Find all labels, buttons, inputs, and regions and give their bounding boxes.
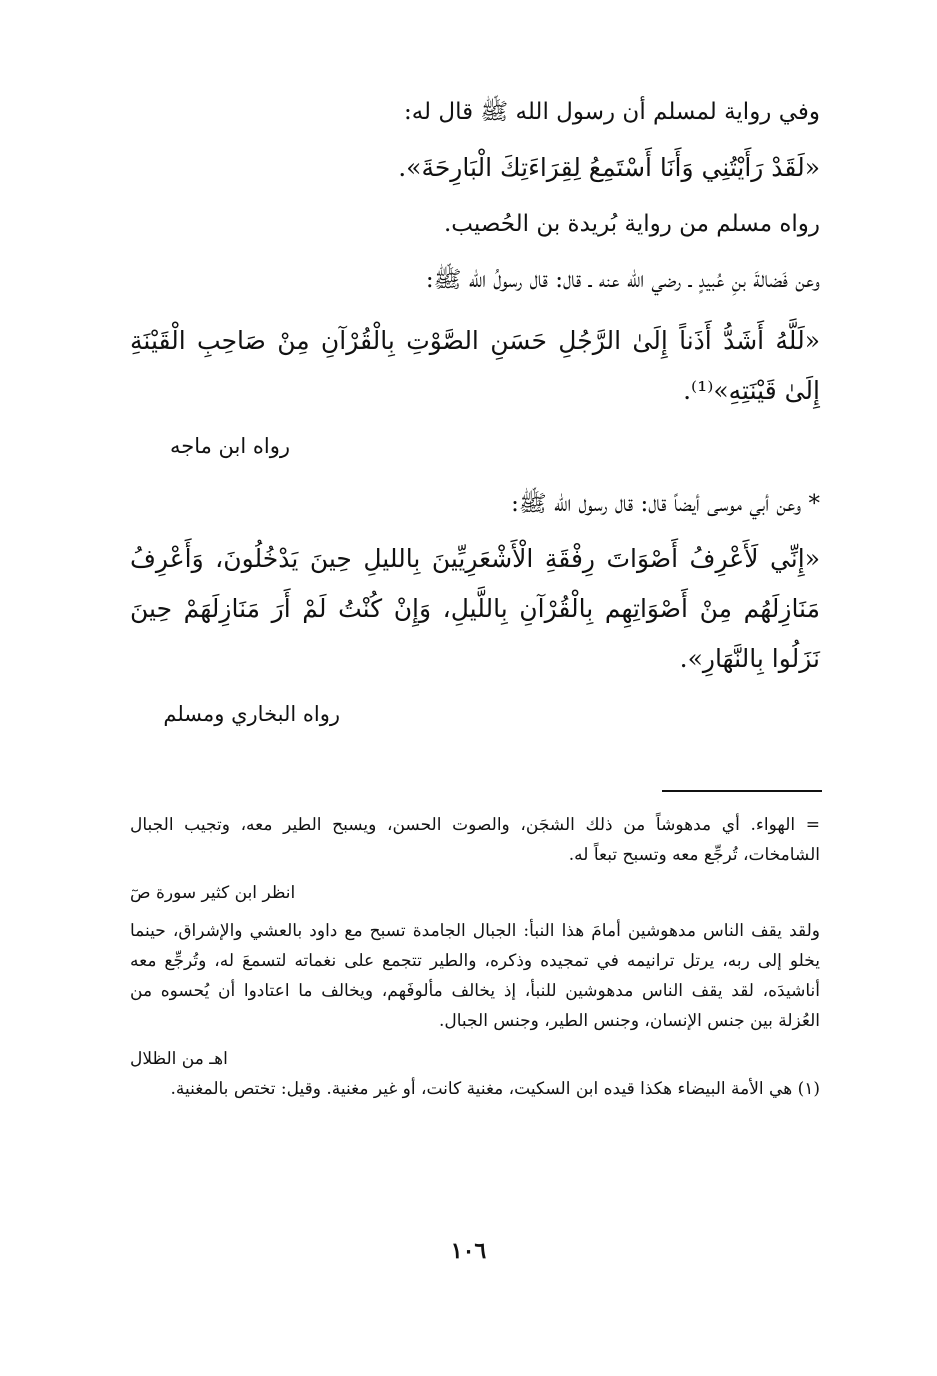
footnote-paragraph: ولقد يقف الناس مدهوشين أمامَ هذا النبأ: الجبال الجامدة تسبح مع داود بالعشي والإشراق، حينما يخلو إلى ربه، يرتل ترانيمه في تمجيده وذكره، والطير تتجمع على نغماته لتسمعَ له، وتُرجِّع معه أناشيدَه، لقد يقف الناس مدهوشين للنبأ، إذ يخالف مألوفَهم، ويخالف ما اعتادوا أن يُحسوه من العُزلة بين جنس الإنسان، وجنس الطير، وجنس الجبال. — [130, 921, 820, 1031]
text-line: رواه مسلم من رواية بُريدة بن الحُصيب. — [444, 211, 820, 237]
source-label: رواه البخاري ومسلم — [163, 702, 340, 726]
text-line: * وعن أبي موسى أيضاً قال: قال رسول الله ﷺ: — [511, 491, 820, 517]
footnote-1: (١) هي الأمة البيضاء هكذا قيده ابن السكيت، مغنية كانت، أو غير مغنية. وقيل: تختص بالمغنية. — [170, 1079, 820, 1099]
source-label: رواه ابن ماجه — [169, 434, 290, 458]
footnote-reference — [130, 878, 820, 908]
hadith-quote: «لَلَّهُ أَشَدُّ أَذَناً إِلَىٰ الرَّجُلِ حَسَنِ الصَّوْتِ بِالْقُرْآنِ مِنْ صَاحِبِ الْقَيْنَةِ إِلَىٰ قَيْنَتِهِ»⁽¹⁾. — [130, 326, 820, 405]
text-line: وفي رواية لمسلم أن رسول الله ﷺ قال له: — [403, 99, 820, 125]
footnotes — [130, 810, 820, 1104]
reference-label: اهـ من الظلال — [130, 1049, 228, 1069]
hadith-quote: «لَقَدْ رَأَيْتُنِي وَأَنَا أَسْتَمِعُ لِقِرَاءَتِكَ الْبَارِحَةَ». — [398, 153, 820, 182]
text-line: وعن فَضالةَ بنِ عُبيدٍ ـ رضي الله عنه ـ قال: قال رسولُ الله ﷺ: — [425, 267, 820, 293]
footnote-separator — [662, 790, 822, 792]
source-note — [130, 422, 820, 484]
reference-label: انظر ابن كثير سورة صٓ — [130, 883, 296, 903]
page-number: ١٠٦ — [450, 1238, 487, 1264]
source-note — [130, 690, 820, 740]
hadith-quote: «إِنِّي لَأَعْرِفُ أَصْوَاتَ رِفْقَةِ الْأَشْعَرِيِّينَ بِالليلِ حِينَ يَدْخُلُونَ، وَأَعْرِفُ مَنَازِلَهُم مِنْ أَصْوَاتِهِم بِالْقُرْآنِ بِاللَّيلِ، وَإِنْ كُنْتُ لَمْ أَرَ مَنَازِلَهَمْ حِينَ نَزَلُوا بِالنَّهَارِ». — [130, 544, 820, 673]
footnote-continuation: = الهواء. أي مدهوشاً من ذلك الشجَن، والصوت الحسن، ويسبح الطير معه، وتجيب الجبال الشامخات، تُرجِّع معه وتسبح تبعاً له. — [130, 815, 820, 865]
main-text — [130, 92, 820, 740]
footnote-reference — [130, 1044, 820, 1074]
